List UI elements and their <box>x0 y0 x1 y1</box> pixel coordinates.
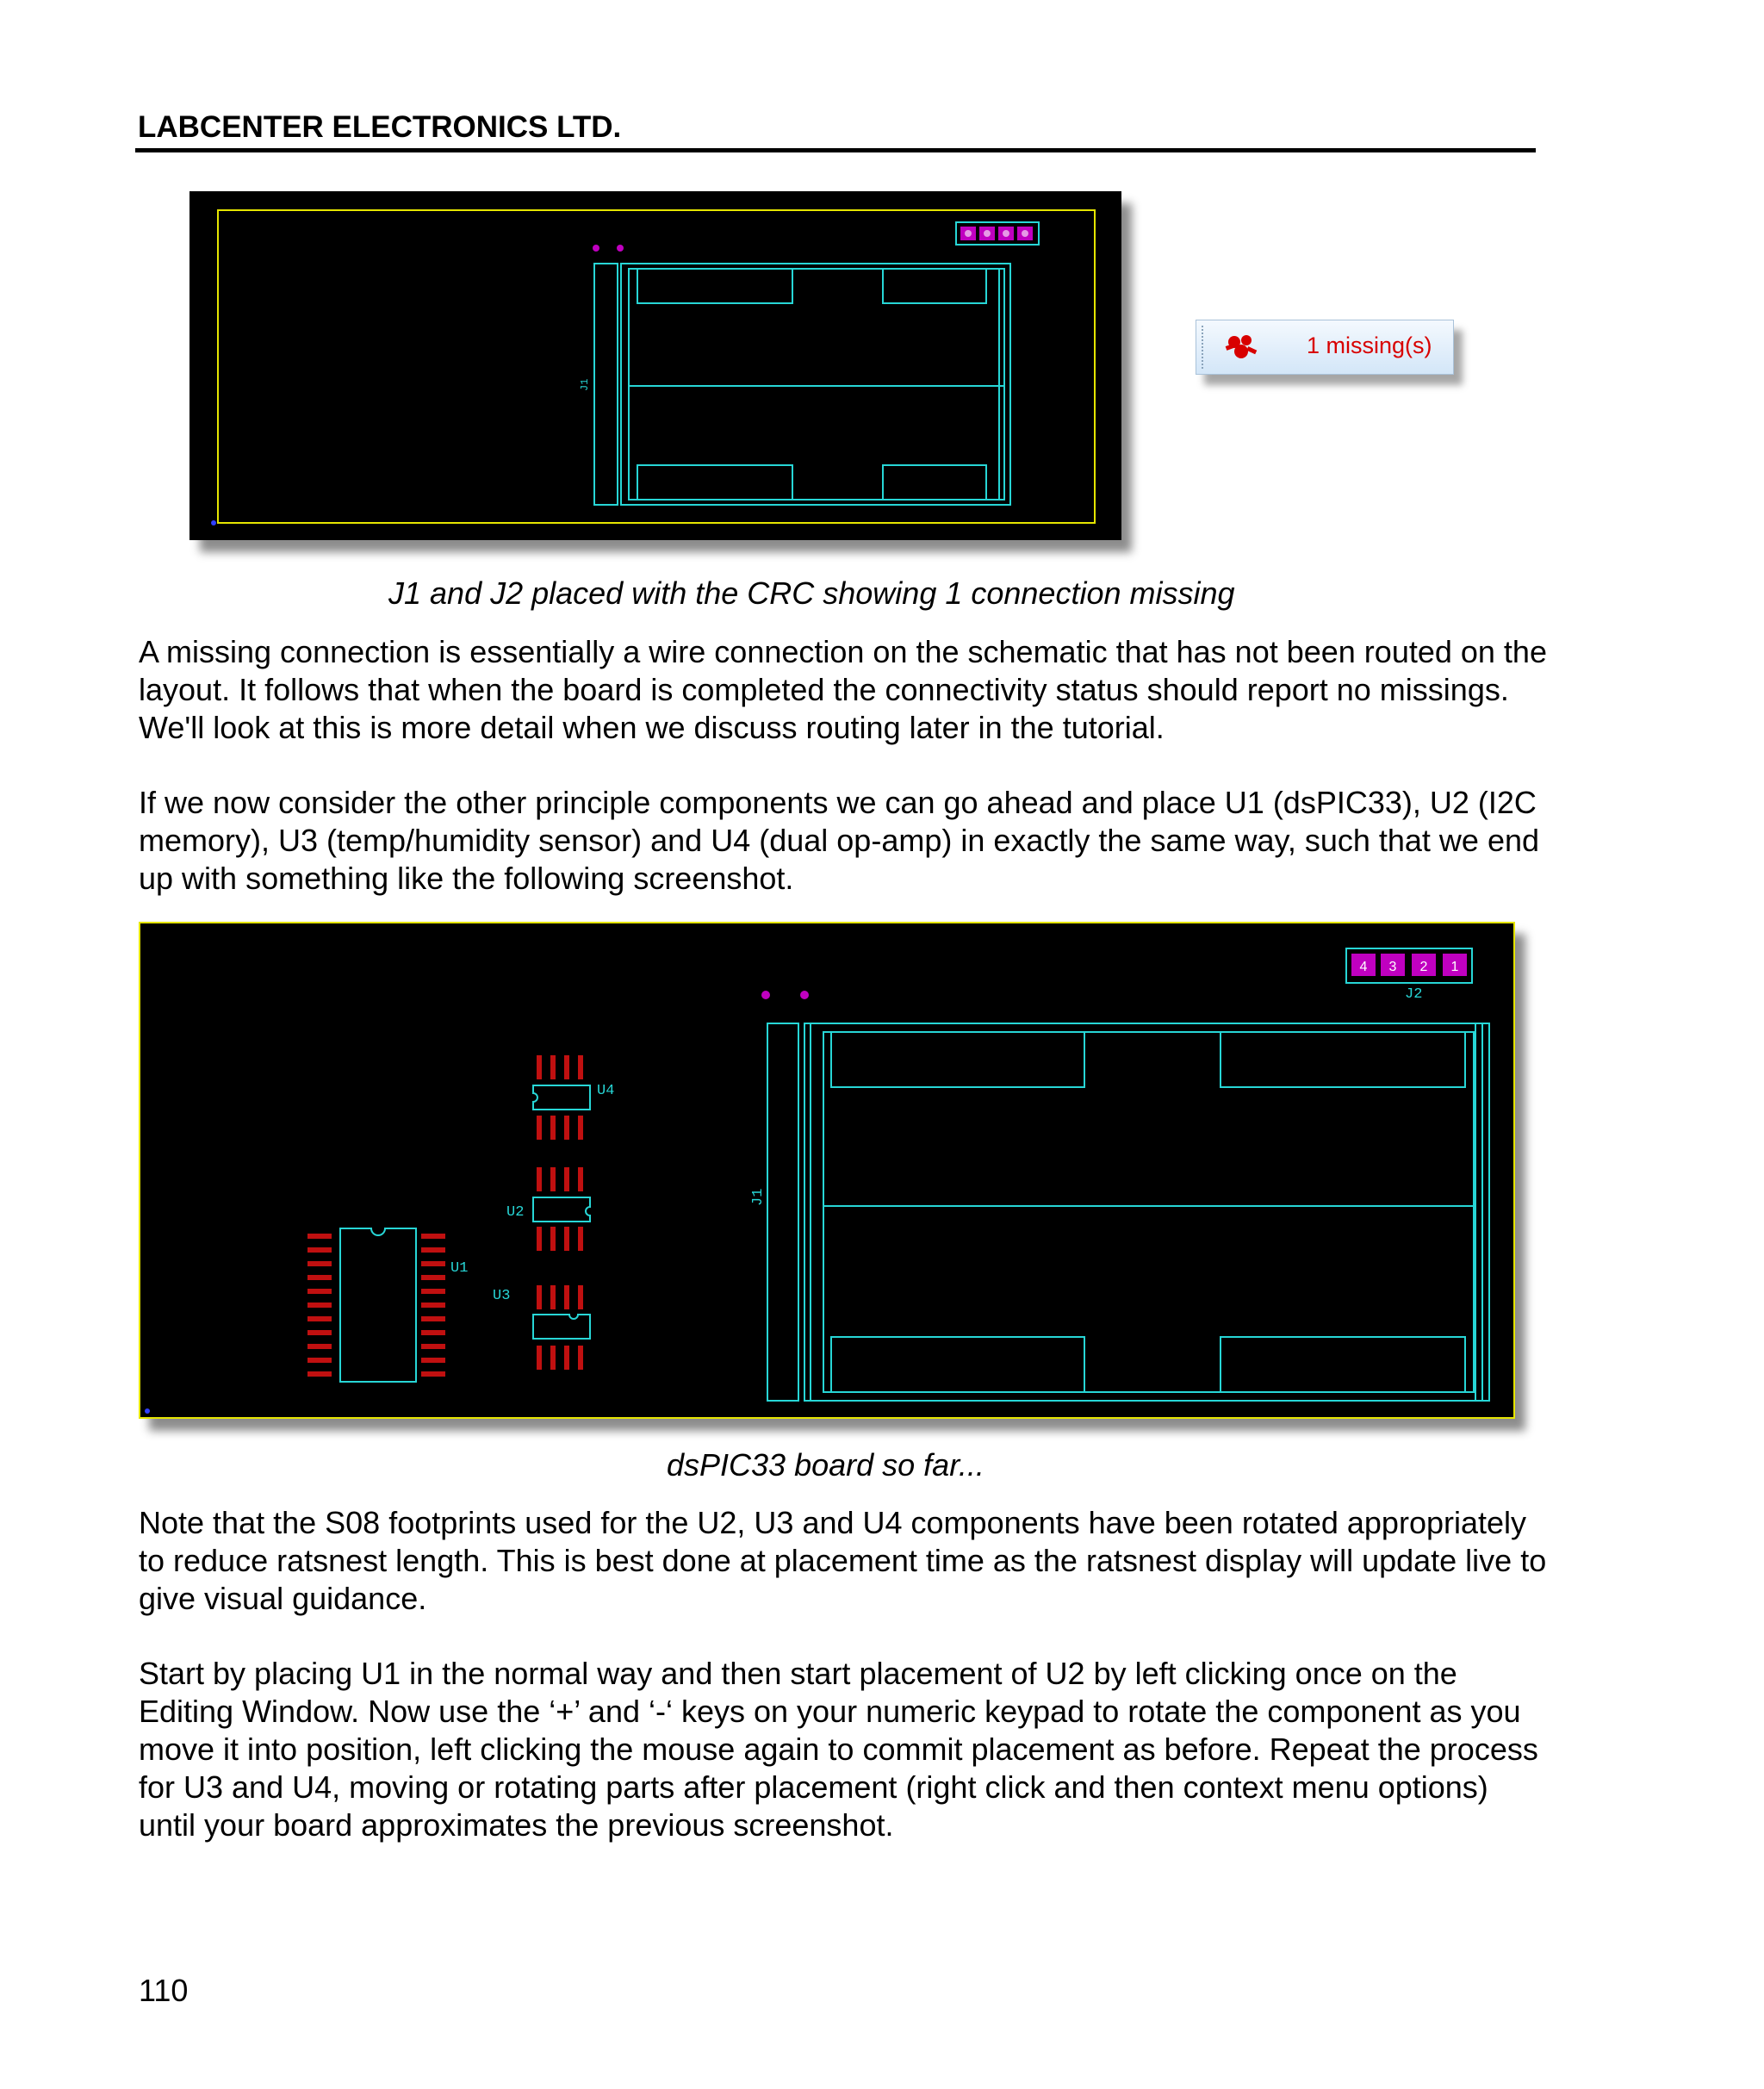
pcb-layout-2 <box>139 922 1515 1419</box>
u4-label: U4 <box>597 1083 615 1099</box>
connectivity-status-widget[interactable] <box>1196 320 1454 375</box>
u2-footprint <box>506 1167 590 1251</box>
pcb-screenshot-1 <box>189 191 1121 540</box>
paragraph-2: If we now consider the other principle components we can go ahead and place U1 (dsPIC33), U2 (I2C memory), U3 (temp/humidity sensor) and U4 (dual op-amp) in exactly the same way, such that we end up with something like the following screenshot. <box>139 785 1540 896</box>
paragraph-3: Note that the S08 footprints used for the U2, U3 and U4 components have been rotated appropriately to reduce ratsnest length. This is best done at placement time as the ratsnest display will update live to give visual guidance. <box>139 1505 1547 1616</box>
page-header: LABCENTER ELECTRONICS LTD. <box>138 110 622 144</box>
j2-connector <box>1346 948 1472 1003</box>
board-edge <box>140 923 1514 1418</box>
j2-pin-1: 1 <box>1450 960 1459 974</box>
missing-count-text: 1 missing(s) <box>1307 333 1432 358</box>
j1-footprint <box>594 264 1010 505</box>
j2-pin-3: 3 <box>1388 960 1397 974</box>
figure-caption-2: dsPIC33 board so far... <box>667 1447 984 1483</box>
toolbar-grip <box>1202 326 1207 369</box>
j1-label: J1 <box>750 1188 767 1206</box>
j2-footprint <box>956 222 1039 245</box>
via-dot <box>761 991 770 999</box>
j2-label: J2 <box>1405 986 1423 1003</box>
pcb-layout-1 <box>189 191 1121 540</box>
figure-caption-1: J1 and J2 placed with the CRC showing 1 connection missing <box>388 575 1235 611</box>
via-dot <box>800 991 809 999</box>
u2-label: U2 <box>506 1204 525 1221</box>
via-dot <box>593 245 599 252</box>
j1-label-small: J1 <box>579 378 591 391</box>
paragraph-4: Start by placing U1 in the normal way and then start placement of U2 by left clicking once on the Editing Window. Now use the ‘+’ and ‘-‘ keys on your numeric keypad to rotate the component as you move it into position, left clicking the mouse again to commit placement as before. Repeat the process for U3 and U4, moving or rotating parts after placement (right click and then context menu options) until your board approximates the previous screenshot. <box>139 1656 1538 1843</box>
board-edge <box>218 210 1095 523</box>
ratsnest-missing-icon <box>1224 333 1258 362</box>
paragraph-1: A missing connection is essentially a wire connection on the schematic that has not been routed on the layout. It follows that when the board is completed the connectivity status should report no missings. We'll look at this is more detail when we discuss routing later in the tutorial. <box>139 634 1547 745</box>
u4-footprint <box>533 1055 614 1140</box>
via-dot <box>617 245 624 252</box>
pcb-screenshot-2 <box>139 922 1515 1419</box>
header-rule <box>135 148 1536 152</box>
u1-footprint <box>307 1228 468 1382</box>
j2-pin-2: 2 <box>1419 960 1428 974</box>
origin-marker <box>145 1408 150 1414</box>
u1-label: U1 <box>450 1260 469 1277</box>
j1-footprint <box>767 1023 1489 1401</box>
j2-pin-4: 4 <box>1359 960 1368 974</box>
page-number: 110 <box>139 1973 189 2008</box>
origin-marker <box>211 520 216 525</box>
u3-label: U3 <box>493 1288 511 1304</box>
u3-footprint <box>493 1285 590 1370</box>
